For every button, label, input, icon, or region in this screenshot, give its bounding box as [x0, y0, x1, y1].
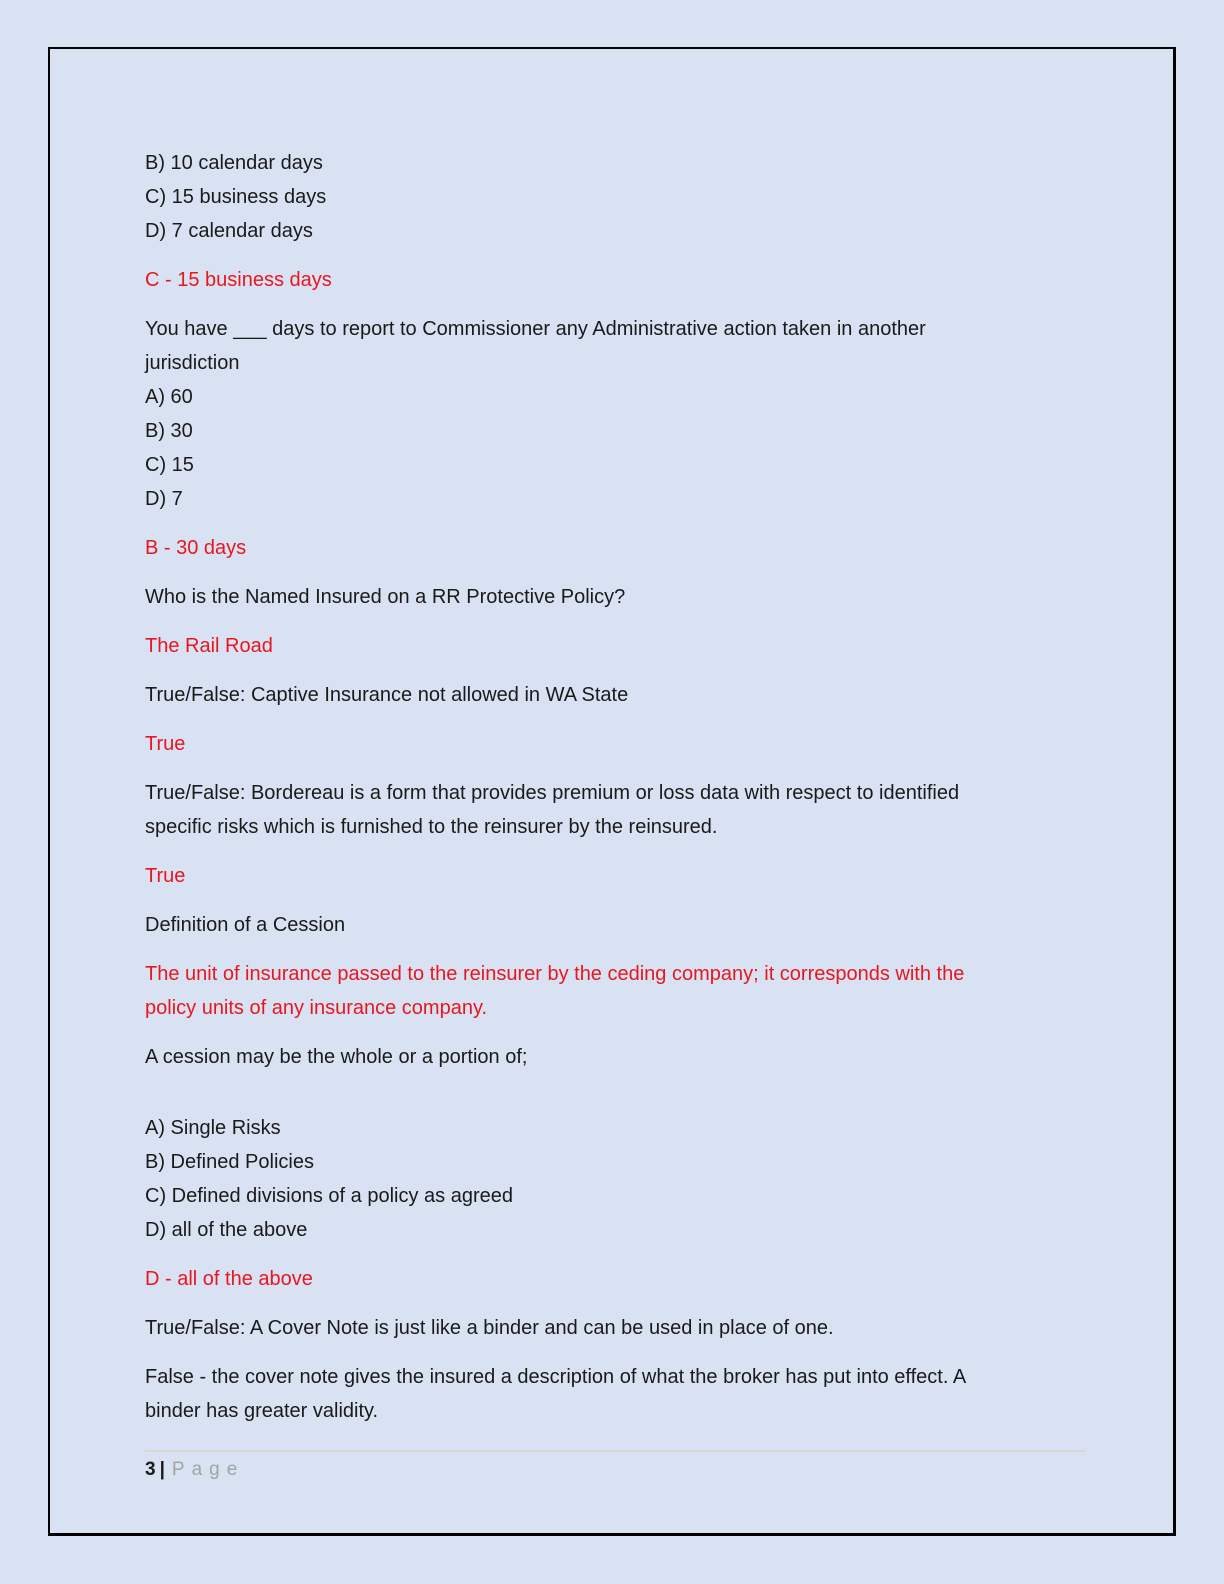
option-line: D) 7 calendar days — [145, 220, 313, 242]
answer-line: B - 30 days — [145, 537, 247, 559]
question-options-block — [145, 146, 1083, 248]
answer-block — [145, 263, 1083, 297]
page-number-label — [145, 1458, 1083, 1482]
footer-divider — [145, 1450, 1086, 1452]
question-block — [145, 312, 1083, 516]
page-word: Page — [171, 1459, 245, 1480]
question-line: specific risks which is furnished to the reinsurer by the reinsured. — [145, 816, 718, 838]
question-block — [145, 1040, 1083, 1074]
question-block — [145, 678, 1083, 712]
option-line: C) 15 business days — [145, 186, 327, 208]
question-line: A cession may be the whole or a portion of; — [145, 1046, 528, 1068]
question-line: binder has greater validity. — [145, 1400, 379, 1422]
answer-line: True — [145, 733, 186, 755]
option-line: A) 60 — [145, 386, 193, 408]
answer-block — [145, 957, 1083, 1025]
question-line: Definition of a Cession — [145, 914, 346, 936]
answer-line: The unit of insurance passed to the reinsurer by the ceding company; it corresponds with the — [145, 963, 965, 985]
option-line: B) Defined Policies — [145, 1151, 314, 1173]
answer-line: policy units of any insurance company. — [145, 997, 488, 1019]
question-block — [145, 908, 1083, 942]
answer-block — [145, 629, 1083, 663]
question-line: True/False: A Cover Note is just like a binder and can be used in place of one. — [145, 1317, 834, 1339]
answer-block — [145, 1262, 1083, 1296]
footer-separator: | — [159, 1459, 165, 1480]
question-block — [145, 1311, 1083, 1345]
answer-block — [145, 531, 1083, 565]
answer-line: D - all of the above — [145, 1268, 313, 1290]
answer-line: The Rail Road — [145, 635, 273, 657]
option-line: C) 15 — [145, 454, 194, 476]
question-options-block — [145, 1111, 1083, 1247]
question-block — [145, 580, 1083, 614]
question-line: True/False: Bordereau is a form that provides premium or loss data with respect to identified — [145, 782, 960, 804]
option-line: B) 10 calendar days — [145, 152, 323, 174]
option-line: D) all of the above — [145, 1219, 308, 1241]
option-line: C) Defined divisions of a policy as agreed — [145, 1185, 513, 1207]
question-line: jurisdiction — [145, 352, 240, 374]
question-line: True/False: Captive Insurance not allowed in WA State — [145, 684, 629, 706]
answer-line: C - 15 business days — [145, 269, 332, 291]
page-footer — [145, 1450, 1083, 1482]
question-block — [145, 776, 1083, 844]
option-line: A) Single Risks — [145, 1117, 281, 1139]
option-line: B) 30 — [145, 420, 193, 442]
answer-block — [145, 727, 1083, 761]
question-line: You have ___ days to report to Commissioner any Administrative action taken in another — [145, 318, 926, 340]
document-page — [48, 47, 1176, 1536]
page-number: 3 — [145, 1459, 156, 1480]
question-line: Who is the Named Insured on a RR Protective Policy? — [145, 586, 626, 608]
answer-block — [145, 859, 1083, 893]
option-line: D) 7 — [145, 488, 183, 510]
answer-explanation-block — [145, 1360, 1083, 1428]
question-line: False - the cover note gives the insured a description of what the broker has put into effect. A — [145, 1366, 967, 1388]
answer-line: True — [145, 865, 186, 887]
